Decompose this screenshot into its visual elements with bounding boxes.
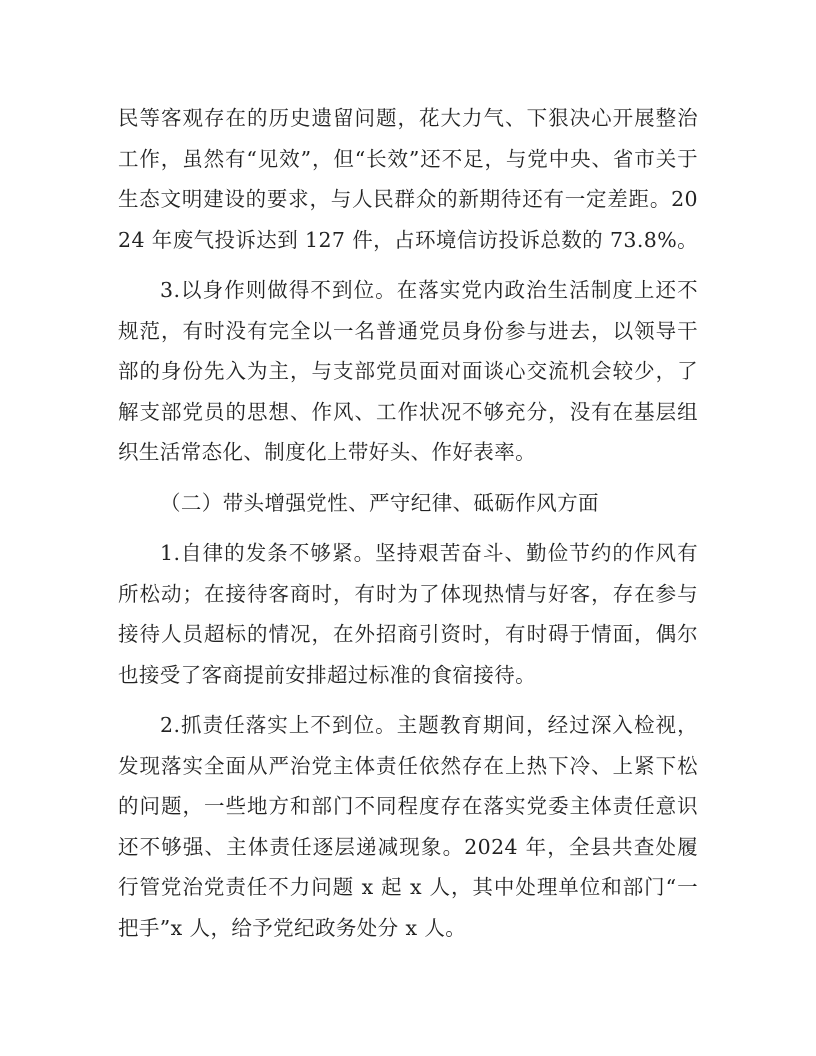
section-heading: （二）带头增强党性、严守纪律、砥砺作风方面	[160, 490, 599, 515]
document-body	[118, 98, 698, 958]
paragraph-item-2: 2.抓责任落实上不到位。主题教育期间，经过深入检视，发现落实全面从严治党主体责任依然存在上热下冷、上紧下松的问题，一些地方和部门不同程度存在落实党委主体责任意识还不够强、主体责任逐层递减现象。2024 年，全县共查处履行管党治党责任不力问题 x 起 x 人，其中处理单位和部门“一把手”x 人，给予党纪政务处分 x 人。	[118, 713, 698, 940]
paragraph-continuation: 民等客观存在的历史遗留问题，花大力气、下狠决心开展整治工作，虽然有“见效”，但“长效”还不足，与党中央、省市关于生态文明建设的要求，与人民群众的新期待还有一定差距。2024 年废气投诉达到 127 件，占环境信访投诉总数的 73.8%。	[118, 106, 699, 252]
paragraph-item-3: 3.以身作则做得不到位。在落实党内政治生活制度上还不规范，有时没有完全以一名普通党员身份参与进去，以领导干部的身份先入为主，与支部党员面对面谈心交流机会较少，了解支部党员的思想、作风、工作状况不够充分，没有在基层组织生活常态化、制度化上带好头、作好表率。	[118, 278, 698, 464]
paragraph-item-1: 1.自律的发条不够紧。坚持艰苦奋斗、勤俭节约的作风有所松动；在接待客商时，有时为了体现热情与好客，存在参与接待人员超标的情况，在外招商引资时，有时碍于情面，偶尔也接受了客商提前安排超过标准的食宿接待。	[118, 541, 698, 687]
